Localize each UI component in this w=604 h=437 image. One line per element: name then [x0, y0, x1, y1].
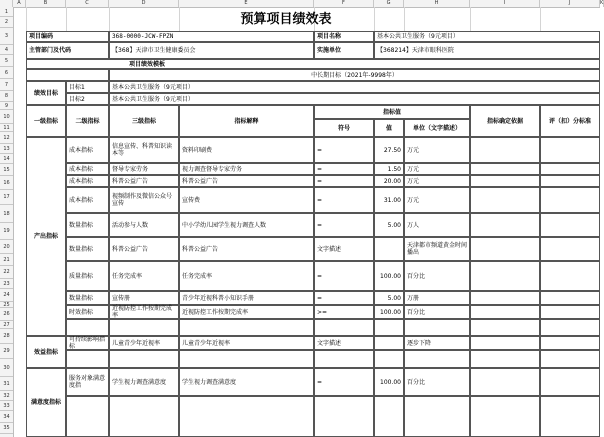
- row-header-7[interactable]: 7: [0, 79, 13, 91]
- cell-unit[interactable]: 万元: [404, 187, 470, 213]
- cell-l3[interactable]: 近视防控工作按期完成率: [109, 305, 179, 319]
- level1-satisfaction[interactable]: 满意度指标: [26, 368, 66, 437]
- goal-2-label[interactable]: 目标2: [66, 93, 109, 105]
- cell-unit[interactable]: 万元: [404, 175, 470, 187]
- cell-empty[interactable]: [470, 213, 540, 237]
- header-basis[interactable]: 指标确定依据: [470, 105, 540, 137]
- header-level2[interactable]: 二级指标: [66, 105, 109, 137]
- cell-num[interactable]: 31.00: [374, 187, 404, 213]
- cell-empty[interactable]: [109, 350, 179, 368]
- header-symbol[interactable]: 符号: [314, 119, 374, 137]
- cell-unit[interactable]: 万元: [404, 137, 470, 163]
- column-header-j[interactable]: J: [540, 0, 600, 7]
- row-header-8[interactable]: 8: [0, 91, 13, 102]
- cell-empty[interactable]: [470, 350, 540, 368]
- goal-1-value[interactable]: 基本公共卫生服务（9元项目）: [109, 81, 600, 93]
- cell-l3[interactable]: 视频制作及微信公众号宣传: [109, 187, 179, 213]
- cell-empty[interactable]: [470, 291, 540, 305]
- cell-sym[interactable]: 文字描述: [314, 237, 374, 261]
- row-header-9[interactable]: 9: [0, 102, 13, 110]
- spacer-row5: [26, 69, 109, 81]
- cell-l2[interactable]: 成本指标: [66, 137, 109, 163]
- row-header-33[interactable]: 33: [0, 401, 13, 411]
- cell-empty[interactable]: [470, 261, 540, 291]
- cell-desc[interactable]: 视力调查督导专家劳务: [179, 163, 314, 175]
- cell-empty[interactable]: [470, 396, 540, 437]
- value-department[interactable]: 【368】天津市卫生健康委员会: [109, 42, 314, 59]
- cell-empty[interactable]: [66, 319, 109, 336]
- cell-empty[interactable]: [404, 350, 470, 368]
- cell-empty[interactable]: [374, 319, 404, 336]
- cell-sym[interactable]: =: [314, 368, 374, 396]
- row-header-4[interactable]: 4: [0, 45, 13, 55]
- row-header-5[interactable]: 5: [0, 55, 13, 67]
- cell-unit[interactable]: 百分比: [404, 305, 470, 319]
- cell-l2[interactable]: 成本指标: [66, 163, 109, 175]
- cell-desc[interactable]: 近视防控工作按期完成率: [179, 305, 314, 319]
- cell-l3[interactable]: 宣传册: [109, 291, 179, 305]
- cell-desc[interactable]: 中小学幼儿园学生视力调查人数: [179, 213, 314, 237]
- cell-sym[interactable]: =: [314, 137, 374, 163]
- cell-sym[interactable]: =: [314, 175, 374, 187]
- row-header-28[interactable]: 28: [0, 329, 13, 344]
- cell-desc[interactable]: 学生视力调查满意度: [179, 368, 314, 396]
- header-level1[interactable]: 一级指标: [26, 105, 66, 137]
- cell-empty[interactable]: [540, 291, 600, 305]
- spacer-row4: [26, 59, 109, 69]
- label-project-name[interactable]: 项目名称: [314, 31, 374, 42]
- cell-sym[interactable]: =: [314, 213, 374, 237]
- column-header-a[interactable]: A: [13, 0, 26, 7]
- cell-empty[interactable]: [314, 350, 374, 368]
- cell-empty[interactable]: [540, 175, 600, 187]
- cell-empty[interactable]: [540, 213, 600, 237]
- level1-benefit[interactable]: 效益指标: [26, 336, 66, 368]
- row-header-20[interactable]: 20: [0, 240, 13, 254]
- label-performance-goal[interactable]: 绩效目标: [26, 81, 66, 105]
- row-header-35[interactable]: 35: [0, 423, 13, 434]
- header-indicator-value[interactable]: 指标值: [314, 105, 470, 119]
- cell-empty[interactable]: [470, 187, 540, 213]
- cell-sym[interactable]: 文字描述: [314, 336, 374, 350]
- cell-num[interactable]: 100.00: [374, 261, 404, 291]
- row-header-32[interactable]: 32: [0, 391, 13, 401]
- cell-empty[interactable]: [470, 237, 540, 261]
- cell-l3[interactable]: 儿童青少年近视率: [109, 336, 179, 350]
- cell-num[interactable]: [374, 336, 404, 350]
- cell-empty[interactable]: [374, 350, 404, 368]
- header-score[interactable]: 评（扣）分标准: [540, 105, 600, 137]
- cell-empty[interactable]: [179, 319, 314, 336]
- cell-empty[interactable]: [470, 175, 540, 187]
- cell-empty[interactable]: [109, 396, 179, 437]
- cell-l2[interactable]: 成本指标: [66, 187, 109, 213]
- column-header-c[interactable]: C: [66, 0, 109, 7]
- cell-desc[interactable]: 任务完成率: [179, 261, 314, 291]
- cell-empty[interactable]: [179, 396, 314, 437]
- cell-num[interactable]: 100.00: [374, 305, 404, 319]
- column-header-h[interactable]: H: [404, 0, 470, 7]
- row-header-13[interactable]: 13: [0, 144, 13, 154]
- cell-num[interactable]: 5.00: [374, 291, 404, 305]
- cell-l2[interactable]: 数量指标: [66, 291, 109, 305]
- value-project-name[interactable]: 基本公共卫生服务（9元项目）: [374, 31, 600, 42]
- cell-l2[interactable]: 数量指标: [66, 237, 109, 261]
- row-header-2[interactable]: 2: [0, 17, 13, 28]
- cell-l2[interactable]: 成本指标: [66, 175, 109, 187]
- column-header-g[interactable]: G: [374, 0, 404, 7]
- cell-l3[interactable]: 学生视力调查满意度: [109, 368, 179, 396]
- row-header-24[interactable]: 24: [0, 289, 13, 302]
- cell-empty[interactable]: [470, 163, 540, 175]
- row-header-11[interactable]: 11: [0, 124, 13, 132]
- header-unit[interactable]: 单位（文字描述）: [404, 119, 470, 137]
- cell-sym[interactable]: >=: [314, 305, 374, 319]
- label-implementing-unit[interactable]: 实施单位: [314, 42, 374, 59]
- cell-empty[interactable]: [374, 396, 404, 437]
- cell-empty[interactable]: [540, 319, 600, 336]
- goal-1-label[interactable]: 目标1: [66, 81, 109, 93]
- cell-desc[interactable]: 科普公益广告: [179, 175, 314, 187]
- row-header-6[interactable]: 6: [0, 67, 13, 79]
- row-header-1[interactable]: 1: [0, 7, 13, 17]
- cell-empty[interactable]: [540, 237, 600, 261]
- cell-empty[interactable]: [540, 261, 600, 291]
- column-header-b[interactable]: B: [26, 0, 66, 7]
- cell-empty[interactable]: [540, 368, 600, 396]
- cell-num[interactable]: 27.50: [374, 137, 404, 163]
- cell-desc[interactable]: 资料印刷费: [179, 137, 314, 163]
- cell-empty[interactable]: [66, 396, 109, 437]
- header-description[interactable]: 指标解释: [179, 105, 314, 137]
- value-implementing-unit[interactable]: 【368214】天津市眼科医院: [374, 42, 600, 59]
- level1-output[interactable]: 产出指标: [26, 137, 66, 336]
- cell-empty[interactable]: [540, 396, 600, 437]
- row-header-21[interactable]: 21: [0, 254, 13, 266]
- cell-l3[interactable]: 信息宣传、科普知识读本等: [109, 137, 179, 163]
- row-header-25[interactable]: 25: [0, 302, 13, 308]
- cell-unit[interactable]: 万册: [404, 291, 470, 305]
- cell-empty[interactable]: [404, 319, 470, 336]
- cell-l3[interactable]: 活动参与人数: [109, 213, 179, 237]
- row-header-30[interactable]: 30: [0, 359, 13, 377]
- cell-empty[interactable]: [314, 396, 374, 437]
- cell-desc[interactable]: 科普公益广告: [179, 237, 314, 261]
- cell-empty[interactable]: [470, 336, 540, 350]
- value-project-code[interactable]: 368-0000-JCW-FPZN: [109, 31, 314, 42]
- cell-empty[interactable]: [470, 368, 540, 396]
- label-long-term-goal[interactable]: 中长期目标（2021年-9998年）: [109, 69, 600, 81]
- cell-empty[interactable]: [404, 396, 470, 437]
- header-value[interactable]: 值: [374, 119, 404, 137]
- cell-empty[interactable]: [540, 187, 600, 213]
- cell-empty[interactable]: [470, 137, 540, 163]
- cell-desc[interactable]: 青少年近视科普小知识手册: [179, 291, 314, 305]
- cell-num[interactable]: 20.00: [374, 175, 404, 187]
- sheet-title[interactable]: 预算项目绩效表: [240, 11, 332, 27]
- cell-l3[interactable]: 督导专家劳务: [109, 163, 179, 175]
- cell-l2[interactable]: 服务对象满意度指: [66, 368, 109, 396]
- row-header-16[interactable]: 16: [0, 176, 13, 190]
- select-all-corner[interactable]: [0, 0, 13, 7]
- row-header-18[interactable]: 18: [0, 205, 13, 223]
- goal-2-value[interactable]: 基本公共卫生服务（9元项目）: [109, 93, 600, 105]
- cell-desc[interactable]: 儿童青少年近视率: [179, 336, 314, 350]
- cell-unit[interactable]: 百分比: [404, 261, 470, 291]
- cell-unit[interactable]: 天津都市频道黄金时间播出: [404, 237, 470, 261]
- header-level3[interactable]: 三级指标: [109, 105, 179, 137]
- cell-sym[interactable]: =: [314, 291, 374, 305]
- row-header-31[interactable]: 31: [0, 377, 13, 391]
- column-header-e[interactable]: E: [179, 0, 314, 7]
- cell-l2[interactable]: 质量指标: [66, 261, 109, 291]
- cell-l3[interactable]: 科普公益广告: [109, 237, 179, 261]
- row-header-12[interactable]: 12: [0, 132, 13, 144]
- cell-l2[interactable]: 时效指标: [66, 305, 109, 319]
- column-header-k[interactable]: K: [600, 0, 604, 6]
- cell-unit[interactable]: 万人: [404, 213, 470, 237]
- label-project-code[interactable]: 项目编码: [26, 31, 109, 42]
- row-header-29[interactable]: 29: [0, 344, 13, 359]
- cell-empty[interactable]: [66, 350, 109, 368]
- cell-empty[interactable]: [470, 305, 540, 319]
- row-header-34[interactable]: 34: [0, 411, 13, 423]
- cell-empty[interactable]: [314, 319, 374, 336]
- cell-l3[interactable]: 科普公益广告: [109, 175, 179, 187]
- row-header-19[interactable]: 19: [0, 223, 13, 240]
- label-template[interactable]: 项目绩效模板: [109, 59, 600, 69]
- cell-empty[interactable]: [540, 137, 600, 163]
- cell-l2[interactable]: 数量指标: [66, 213, 109, 237]
- column-header-f[interactable]: F: [314, 0, 374, 7]
- cell-empty[interactable]: [540, 350, 600, 368]
- spreadsheet-grid[interactable]: [13, 7, 600, 437]
- row-header-27[interactable]: 27: [0, 321, 13, 329]
- cell-sym[interactable]: =: [314, 163, 374, 175]
- cell-unit[interactable]: 逐步下降: [404, 336, 470, 350]
- cell-empty[interactable]: [470, 319, 540, 336]
- row-header-15[interactable]: 15: [0, 164, 13, 176]
- label-department[interactable]: 主管部门及代码: [26, 42, 109, 59]
- cell-num[interactable]: [374, 237, 404, 261]
- row-header-22[interactable]: 22: [0, 266, 13, 279]
- cell-empty[interactable]: [540, 336, 600, 350]
- cell-unit[interactable]: 万元: [404, 163, 470, 175]
- row-header-bar: [0, 7, 14, 437]
- cell-l2[interactable]: 可持续影响指标: [66, 336, 109, 350]
- row-header-14[interactable]: 14: [0, 154, 13, 164]
- column-header-i[interactable]: I: [470, 0, 540, 7]
- row-header-10[interactable]: 10: [0, 110, 13, 124]
- cell-unit[interactable]: 百分比: [404, 368, 470, 396]
- cell-empty[interactable]: [540, 163, 600, 175]
- cell-desc[interactable]: 宣传费: [179, 187, 314, 213]
- cell-num[interactable]: 5.00: [374, 213, 404, 237]
- row-header-26[interactable]: 26: [0, 308, 13, 321]
- cell-empty[interactable]: [109, 319, 179, 336]
- cell-empty[interactable]: [540, 305, 600, 319]
- cell-l3[interactable]: 任务完成率: [109, 261, 179, 291]
- cell-num[interactable]: 1.50: [374, 163, 404, 175]
- cell-sym[interactable]: =: [314, 261, 374, 291]
- row-header-17[interactable]: 17: [0, 190, 13, 205]
- row-header-23[interactable]: 23: [0, 279, 13, 289]
- cell-sym[interactable]: =: [314, 187, 374, 213]
- row-header-3[interactable]: 3: [0, 28, 13, 45]
- cell-num[interactable]: 100.00: [374, 368, 404, 396]
- column-header-d[interactable]: D: [109, 0, 179, 7]
- cell-empty[interactable]: [179, 350, 314, 368]
